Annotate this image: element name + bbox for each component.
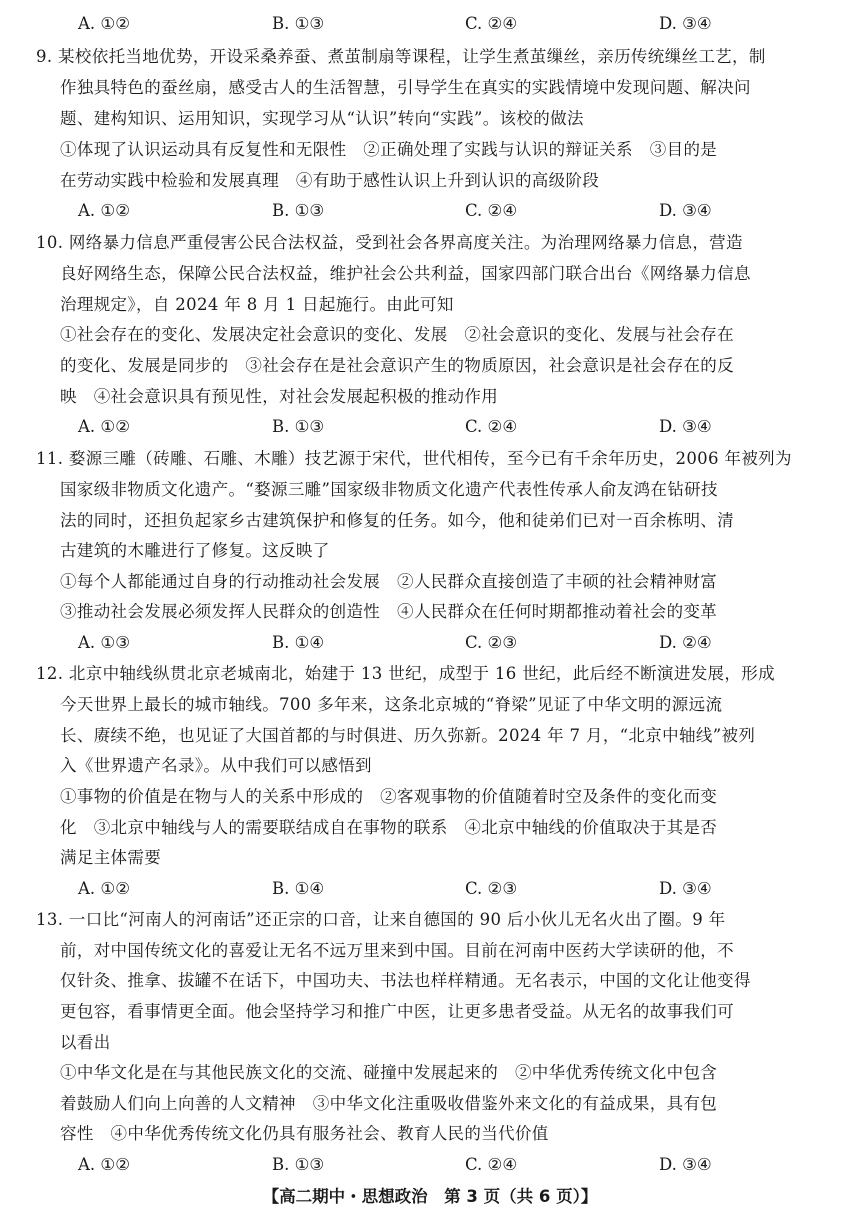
- question-stem-line: 题、建构知识、运用知识，实现学习从“认识”转向“实践”。该校的做法: [60, 109, 584, 128]
- option-c: C. ②④: [465, 1155, 518, 1174]
- question-stem-line: 更包容，看事情更全面。他会坚持学习和推广中医，让更多患者受益。从无名的故事我们可: [60, 1002, 734, 1021]
- option-d: D. ③④: [659, 417, 712, 436]
- question-stem-line: 古建筑的木雕进行了修复。这反映了: [60, 541, 330, 560]
- question-stem-line: 仅针灸、推拿、拔罐不在话下，中国功夫、书法也样样精通。无名表示，中国的文化让他变得: [60, 971, 751, 990]
- question-choice-line: ①社会存在的变化、发展决定社会意识的变化、发展 ②社会意识的变化、发展与社会存在: [60, 325, 734, 344]
- question-stem-line: 11. 婺源三雕（砖雕、石雕、木雕）技艺源于宋代，世代相传，至今已有千余年历史，2006 年被列为: [36, 449, 792, 468]
- option-a: A. ①②: [78, 14, 130, 33]
- question-choice-line: 容性 ④中华优秀传统文化仍具有服务社会、教育人民的当代价值: [60, 1124, 549, 1143]
- option-b: B. ①④: [272, 879, 325, 898]
- question-choice-line: ①每个人都能通过自身的行动推动社会发展 ②人民群众直接创造了丰硕的社会精神财富: [60, 572, 718, 591]
- question-choice-line: 满足主体需要: [60, 848, 162, 867]
- option-a: A. ①②: [78, 201, 130, 220]
- question-choice-line: 着鼓励人们向上向善的人文精神 ③中华文化注重吸收借鉴外来文化的有益成果，具有包: [60, 1094, 718, 1113]
- question-stem-line: 法的同时，还担负起家乡古建筑保护和修复的任务。如今，他和徒弟们已对一百余栋明、清: [60, 511, 734, 530]
- option-a: A. ①②: [78, 879, 130, 898]
- option-d: D. ②④: [659, 633, 712, 652]
- question-stem-line: 作独具特色的蚕丝扇，感受古人的生活智慧，引导学生在真实的实践情境中发现问题、解决问: [60, 78, 751, 97]
- option-b: B. ①③: [272, 1155, 325, 1174]
- option-d: D. ③④: [659, 879, 712, 898]
- question-stem-line: 国家级非物质文化遗产。“婺源三雕”国家级非物质文化遗产代表性传承人俞友鸿在钻研技: [60, 480, 718, 499]
- option-d: D. ③④: [659, 1155, 712, 1174]
- question-stem-line: 12. 北京中轴线纵贯北京老城南北，始建于 13 世纪，成型于 16 世纪，此后经不断演进发展，形成: [36, 664, 775, 683]
- question-stem-line: 良好网络生态，保障公民合法权益，维护社会公共利益，国家四部门联合出台《网络暴力信息: [60, 264, 751, 283]
- question-choice-line: 映 ④社会意识具有预见性，对社会发展起积极的推动作用: [60, 387, 499, 406]
- question-choice-line: ①体现了认识运动具有反复性和无限性 ②正确处理了实践与认识的辩证关系 ③目的是: [60, 140, 718, 159]
- question-choice-line: ①事物的价值是在物与人的关系中形成的 ②客观事物的价值随着时空及条件的变化而变: [60, 787, 718, 806]
- option-a: A. ①②: [78, 1155, 130, 1174]
- option-c: C. ②③: [465, 879, 518, 898]
- option-b: B. ①④: [272, 633, 325, 652]
- option-d: D. ③④: [659, 201, 712, 220]
- option-c: C. ②④: [465, 417, 518, 436]
- question-stem-line: 10. 网络暴力信息严重侵害公民合法权益，受到社会各界高度关注。为治理网络暴力信息，营造: [36, 233, 743, 252]
- option-b: B. ①③: [272, 417, 325, 436]
- option-a: A. ①②: [78, 417, 130, 436]
- question-choice-line: ③推动社会发展必须发挥人民群众的创造性 ④人民群众在任何时期都推动着社会的变革: [60, 602, 718, 621]
- question-stem-line: 入《世界遗产名录》。从中我们可以感悟到: [60, 756, 372, 775]
- option-d: D. ③④: [659, 14, 712, 33]
- option-c: C. ②④: [465, 14, 518, 33]
- question-stem-line: 9. 某校依托当地优势，开设采桑养蚕、煮茧制扇等课程，让学生煮茧缫丝，亲历传统缫丝工艺，制: [36, 47, 766, 66]
- option-b: B. ①③: [272, 14, 325, 33]
- page-footer: 【高二期中・思想政治 第 3 页（共 6 页）】: [262, 1187, 598, 1206]
- option-b: B. ①③: [272, 201, 325, 220]
- question-stem-line: 治理规定》，自 2024 年 8 月 1 日起施行。由此可知: [60, 295, 454, 314]
- option-a: A. ①③: [78, 633, 130, 652]
- question-stem-line: 今天世界上最长的城市轴线。700 多年来，这条北京城的“脊梁”见证了中华文明的源远流: [60, 695, 723, 714]
- question-choice-line: 化 ③北京中轴线与人的需要联结成自在事物的联系 ④北京中轴线的价值取决于其是否: [60, 818, 718, 837]
- question-stem-line: 前，对中国传统文化的喜爱让无名不远万里来到中国。目前在河南中医药大学读研的他，不: [60, 941, 734, 960]
- option-c: C. ②③: [465, 633, 518, 652]
- question-choice-line: 的变化、发展是同步的 ③社会存在是社会意识产生的物质原因，社会意识是社会存在的反: [60, 356, 734, 375]
- question-choice-line: ①中华文化是在与其他民族文化的交流、碰撞中发展起来的 ②中华优秀传统文化中包含: [60, 1063, 718, 1082]
- question-stem-line: 长、赓续不绝，也见证了大国首都的与时俱进、历久弥新。2024 年 7 月，“北京中轴线”被列: [60, 726, 756, 745]
- question-stem-line: 以看出: [60, 1033, 111, 1052]
- question-stem-line: 13. 一口比“河南人的河南话”还正宗的口音，让来自德国的 90 后小伙儿无名火出了圈。9 年: [36, 910, 726, 929]
- option-c: C. ②④: [465, 201, 518, 220]
- question-choice-line: 在劳动实践中检验和发展真理 ④有助于感性认识上升到认识的高级阶段: [60, 171, 600, 190]
